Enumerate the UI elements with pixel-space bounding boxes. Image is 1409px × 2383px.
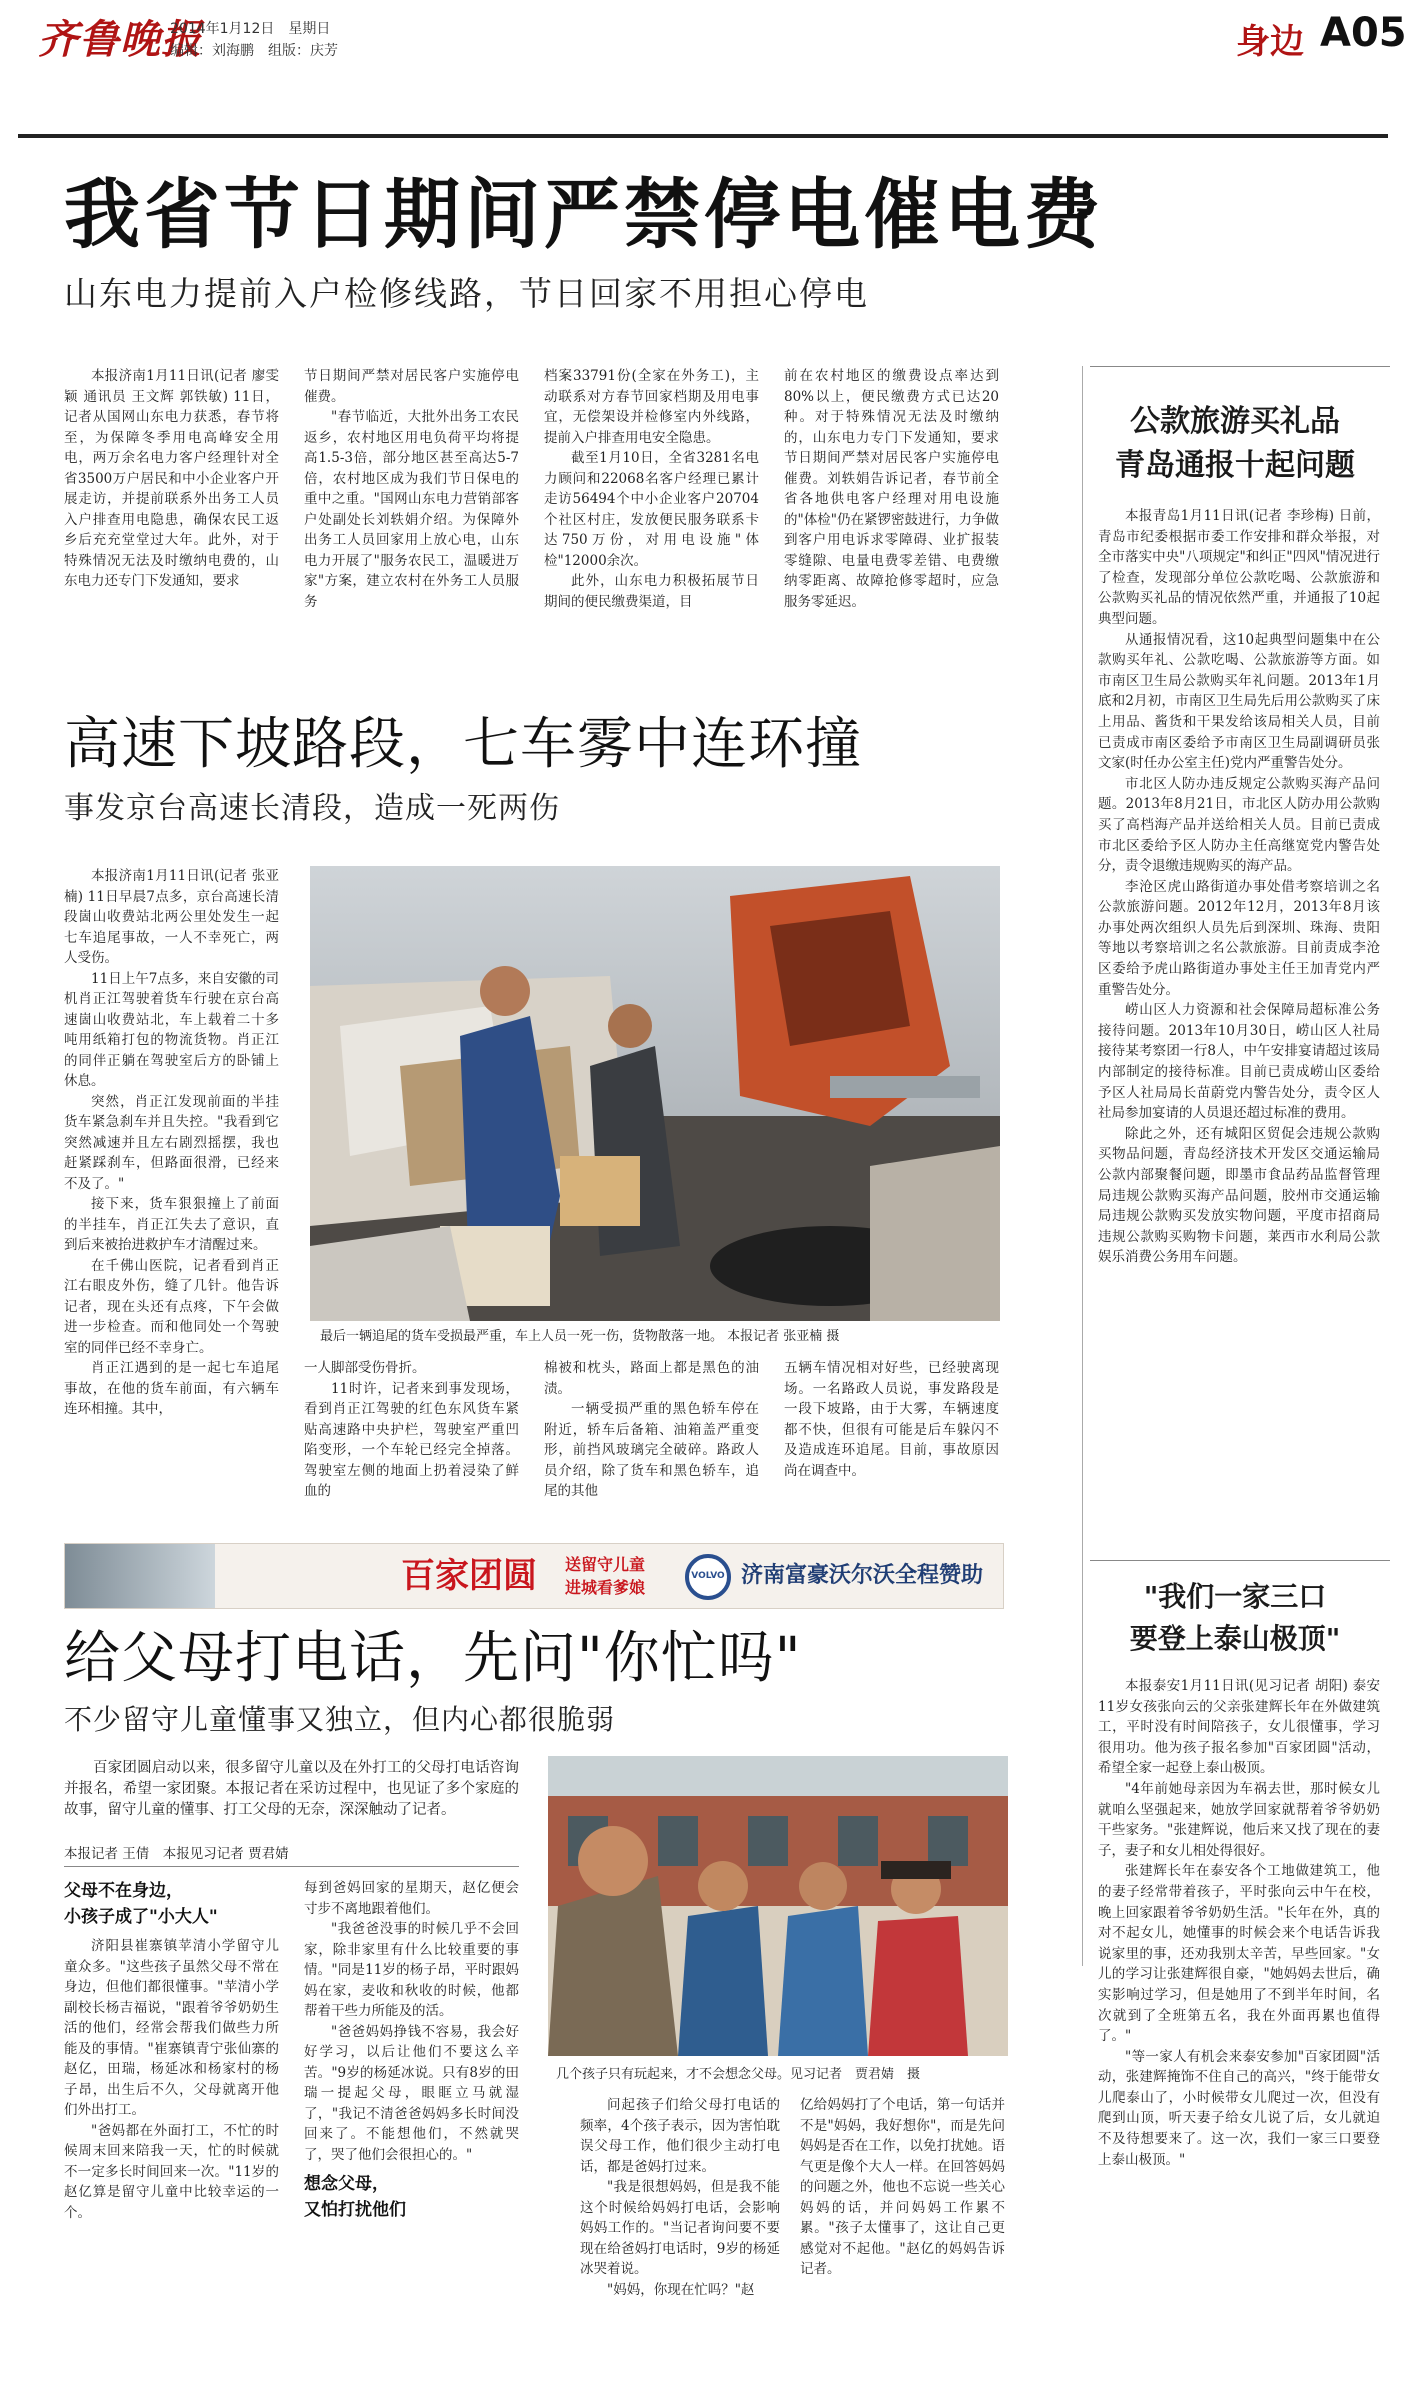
subheadline: 不少留守儿童懂事又独立，但内心都很脆弱: [64, 1703, 616, 1736]
section-name: 身边: [1236, 22, 1304, 62]
crash-scene-photo: [310, 866, 1000, 1321]
article-column-3: 棉被和枕头，路面上都是黑色的油渍。 一辆受损严重的黑色轿车停在附近，轿车后备箱、油箱盖严重变形，前挡风玻璃完全破碎。路政人员介绍，除了货车和黑色轿车，追尾的其他: [544, 1360, 759, 1498]
banner-tagline-2: 进城看爹娘: [565, 1578, 646, 1597]
sidebar-gift-probe: [1090, 366, 1390, 1566]
sidebar-top-rule: [1090, 1560, 1390, 1561]
section-subhead-2b: 又怕打扰他们: [304, 2200, 406, 2220]
section-subhead-1b: 小孩子成了"小大人": [64, 1907, 218, 1927]
editors-credit: 编辑：刘海鹏 组版：庆芳: [170, 43, 338, 59]
sidebar-headline-line2: 要登上泰山极顶": [1129, 1622, 1341, 1655]
article-column-3: 问起孩子们给父母打电话的频率，4个孩子表示，因为害怕耽误父母工作，他们很少主动打电话，都是爸妈打过来。 "我是很想妈妈，但是我不能这个时候给妈妈打电话，会影响妈妈工作的。"当记者询问要不要现在给爸妈打电话时，9岁的杨延冰哭着说。 "妈妈，你现在忙吗？"赵: [580, 2097, 780, 2298]
headline: 给父母打电话，先问"你忙吗": [64, 1626, 802, 1691]
banner-child-photo: [65, 1544, 215, 1609]
headline: 我省节日期间严禁停电催电费: [64, 170, 1104, 259]
masthead-rule: [18, 134, 1388, 138]
volvo-logo-icon: [685, 1554, 731, 1600]
byline: 本报记者 王倩 本报见习记者 贾君婧: [64, 1846, 289, 1862]
photo-caption: 最后一辆追尾的货车受损最严重，车上人员一死一伤，货物散落一地。 本报记者 张亚楠 摄: [320, 1329, 840, 1344]
volvo-wordmark: VOLVO: [691, 1571, 725, 1581]
lead-rule: [64, 1866, 519, 1867]
article-column-2: 每到爸妈回家的星期天，赵亿便会寸步不离地跟着他们。 "我爸爸没事的时候几乎不会回家，除非家里有什么比较重要的事情。"同是11岁的杨子昂，平时跟妈妈在家，麦收和秋收的时候，他都帮着干些力所能及的活。 "爸爸妈妈挣钱不容易，我会好好学习，以后让他们不要这么辛苦。"9岁的杨延冰说。只有8岁的田瑞一提起父母，眼眶立马就湿了，"我记不清爸爸妈妈多长时间没回来了。不能想他们，不然就哭了，哭了他们会很担心的。" 想念父母， 又怕打扰他们: [304, 1878, 519, 2383]
subheadline: 山东电力提前入户检修线路，节日回家不用担心停电: [64, 274, 869, 313]
banner-brand: 百家团圆: [401, 1556, 537, 1596]
article-column-3: 档案33791份(全家在外务工)，主动联系对方春节回家档期及用电事宜，无偿架设并检修室内外线路，提前入户排查用电安全隐患。 截至1月10日，全省3281名电力顾问和22068名客户经理已累计走访56494个中小企业客户20704个社区村庄，发放便民服务联系卡达750万份，对用电设施"体检"12000余次。 此外，山东电力积极拓展节日期间的便民缴费渠道，目: [544, 368, 759, 610]
article-column-4: 前在农村地区的缴费设点率达到80%以上，便民缴费方式已达20种。对于特殊情况无法及时缴纳的，山东电力专门下发通知，要求节日期间严禁对居民客户实施停电催费。刘轶娟告诉记者，春节前全省各地供电客户经理对用电设施的"体检"仍在紧锣密鼓进行，力争做到客户用电诉求零障碍、业扩报装零缝隙、电量电费零差错、电费缴纳零距离、故障抢修零超时，应急服务零延迟。: [784, 368, 999, 610]
issue-date: 2014年1月12日 星期日: [170, 21, 331, 37]
article-lead: 百家团圆启动以来，很多留守儿童以及在外打工的父母打电话咨询并报名，希望一家团聚。本报记者在采访过程中，也见证了多个家庭的故事，留守儿童的懂事、打工父母的无奈，深深触动了记者。: [64, 1760, 519, 1818]
headline: 高速下坡路段，七车雾中连环撞: [64, 712, 862, 777]
subheadline: 事发京台高速长清段，造成一死两伤: [64, 791, 560, 826]
sidebar-headline-line1: 公款旅游买礼品: [1130, 404, 1340, 439]
crash-scene-illustration: [310, 866, 1000, 1321]
article-column-1: 本报济南1月11日讯(记者 张亚楠) 11日早晨7点多，京台高速长清段崮山收费站北两公里处发生一起七车追尾事故，一人不幸死亡，两人受伤。 11日上午7点多，来自安徽的司机肖正江驾驶着货车行驶在京台高速崮山收费站北，车上载着二十多吨用纸箱打包的物流货物。肖正江的同伴正躺在驾驶室后方的卧铺上休息。 突然，肖正江发现前面的半挂货车紧急刹车并且失控。"我看到它突然减速并且左右剧烈摇摆，我也赶紧踩刹车，但路面很滑，已经来不及了。" 接下来，货车狠狠撞上了前面的半挂车，肖正江失去了意识，直到后来被抬进救护车才清醒过来。 在千佛山医院，记者看到肖正江右眼皮外伤，缝了几针。他告诉记者，现在头还有点疼，下午会做进一步检查。而和他同处一个驾驶室的同伴已经不幸身亡。 肖正江遇到的是一起七车追尾事故，在他的货车前面，有六辆车连环相撞。其中，: [64, 868, 279, 1417]
section-subhead-2a: 想念父母，: [304, 2174, 389, 2194]
masthead: [0, 0, 1409, 130]
banner-tagline-1: 送留守儿童: [565, 1555, 646, 1574]
article-column-1: 父母不在身边， 小孩子成了"小大人" 济阳县崔寨镇苹清小学留守儿童众多。"这些孩子虽然父母不常在身边，但他们都很懂事。"苹清小学副校长杨吉福说，"跟着爷爷奶奶生活的他们，经常会帮我们做些力所能及的事情。"崔寨镇青宁张仙寨的赵亿，田瑞，杨延冰和杨家村的杨子昂，出生后不久，父母就离开他们外出打工。 "爸妈都在外面打工，不忙的时候周末回来陪我一天，忙的时候就不一定多长时间回来一次。"11岁的赵亿算是留守儿童中比较幸运的一个。: [64, 1878, 279, 2383]
sidebar-headline-line2: 青岛通报十起问题: [1115, 448, 1355, 483]
children-photo: [548, 1756, 1008, 2056]
article-column-2: 一人脚部受伤骨折。 11时许，记者来到事发现场，看到肖正江驾驶的红色东风货车紧贴高速路中央护栏，驾驶室严重凹陷变形，一个车轮已经完全掉落。驾驶室左侧的地面上扔着浸染了鲜血的: [304, 1360, 519, 1498]
story-left-behind-children: [0, 1610, 1080, 2383]
sidebar-body: 本报青岛1月11日讯(记者 李珍梅) 日前，青岛市纪委根据市委工作安排和群众举报，对全市落实中央"八项规定"和纠正"四风"情况进行了检查，发现部分单位公款吃喝、公款旅游和公款购买礼品的情况依然严重，并通报了10起典型问题。 从通报情况看，这10起典型问题集中在公款购买年礼、公款吃喝、公款旅游等方面。如市南区卫生局公款购买年礼问题。2013年1月底和2月初，市南区卫生局先后用公款购买了床上用品、酱货和干果发给该局相关人员，目前已责成市南区委给予市南区卫生局副调研员张文家(时任办公室主任)党内严重警告处分。 市北区人防办违反规定公款购买海产品问题。2013年8月21日，市北区人防办用公款购买了高档海产品并送给相关人员。目前已责成市北区委给予区人防办主任高继宽党内警告处分，责令退缴违规购买的海产品。 李沧区虎山路街道办事处借考察培训之名公款旅游问题。2012年12月，2013年8月该办事处两次组织人员先后到深圳、珠海、贵阳等地以考察培训之名公款旅游。目前责成李沧区委给予虎山路街道办事处主任王加青党内严重警告处分。 崂山区人力资源和社会保障局超标准公务接待问题。2013年10月30日，崂山区人社局接待某考察团一行8人，中午安排宴请超过该局内部制定的接待标准。目前已责成崂山区委给予区人社局局长苗蔚党内警告处分，责令区人社局参加宴请的人员退还超过标准的费用。 除此之外，还有城阳区贸促会违规公款购买物品问题，青岛经济技术开发区交通运输局公款内部聚餐问题，即墨市食品药品监督管理局违规公款购买海产品问题，胶州市交通运输局违规公款购买发放实物问题，平度市招商局违规公款购买购物卡问题，莱西市水利局公款娱乐消费公务用车问题。: [1098, 508, 1380, 1266]
story-highway-crash: [0, 700, 1080, 1520]
banner-sponsor: 济南富豪沃尔沃全程赞助: [741, 1563, 984, 1588]
children-illustration: [548, 1756, 1008, 2056]
sidebar-top-rule: [1090, 366, 1390, 367]
article-column-2: 节日期间严禁对居民客户实施停电催费。 "春节临近，大批外出务工农民返乡，农村地区用电负荷平均将提高1.5-3倍，部分地区甚至高达5-7倍，农村地区成为我们节日保电的重中之重。"国网山东电力营销部客户处副处长刘轶娟介绍。为保障外出务工人员回家用上放心电，山东电力开展了"服务农民工，温暖进万家"方案，建立农村在外务工人员服务: [304, 368, 519, 610]
page-number: A05: [1320, 10, 1407, 56]
article-column-4: 亿给妈妈打了个电话，第一句话并不是"妈妈，我好想你"，而是先问妈妈是否在工作，以免打扰她。语气更是像个大人一样。在回答妈妈的问题之外，他也不忘说一些关心妈妈的话，并问妈妈工作累不累。"孩子太懂事了，这让自己更感觉对不起他。"赵亿的妈妈告诉记者。: [800, 2097, 1005, 2277]
photo-caption: 几个孩子只有玩起来，才不会想念父母。见习记者 贾君婧 摄: [556, 2067, 921, 2082]
article-column-1: 本报济南1月11日讯(记者 廖雯颖 通讯员 王文辉 郭铁敏) 11日，记者从国网山东电力获悉，春节将至，为保障冬季用电高峰安全用电，两万余名电力客户经理针对全省3500万户居民和中小企业客户开展走访，并提前联系外出务工人员入户排查用电隐患，确保农民工返乡后充充堂堂过大年。此外，对于特殊情况无法及时缴纳电费的，山东电力还专门下发通知，要求: [64, 368, 279, 589]
section-subhead-1a: 父母不在身边，: [64, 1881, 183, 1901]
newspaper-logo: 齐鲁晚报: [38, 16, 202, 63]
sidebar-taishan-family: [1090, 1560, 1390, 2380]
sidebar-headline-line1: "我们一家三口: [1143, 1580, 1327, 1613]
charity-banner: [64, 1543, 1004, 1609]
article-column-4: 五辆车情况相对好些，已经驶离现场。一名路政人员说，事发路段是一段下坡路，由于大雾，车辆速度都不快，但很有可能是后车躲闪不及造成连环追尾。目前，事故原因尚在调查中。: [784, 1360, 999, 1479]
sidebar-body: 本报泰安1月11日讯(见习记者 胡阳) 泰安11岁女孩张向云的父亲张建辉长年在外做建筑工，平时没有时间陪孩子，女儿很懂事，学习很用功。他为孩子报名参加"百家团圆"活动，希望全家一起登上泰山极顶。 "4年前她母亲因为车祸去世，那时候女儿就咱么坚强起来，她放学回家就帮着爷爷奶奶干些家务。"张建辉说，他后来又找了现在的妻子，妻子和女儿相处得很好。 张建辉长年在泰安各个工地做建筑工，他的妻子经常带着孩子，平时张向云中午在校，晚上回家跟着爷爷奶奶生活。"长年在外，真的对不起女儿，她懂事的时候会来个电话告诉我说家里的事，还劝我别太辛苦，早些回家。"女儿的学习让张建辉很自豪，"她妈妈去世后，确实影响过学习，但是她用了不到半年时间，名次就到了全班第五名，我在外面再累也值得了。" "等一家人有机会来泰安参加"百家团圆"活动，张建辉掩饰不住自己的高兴，"终于能带女儿爬泰山了，小时候带女儿爬过一次，但没有爬到山顶，听天妻子给女儿说了后，女儿就迫不及待想要来了。这一次，我们一家三口要登上泰山极顶。": [1098, 1678, 1380, 2168]
sidebar-divider: [1082, 366, 1083, 1966]
